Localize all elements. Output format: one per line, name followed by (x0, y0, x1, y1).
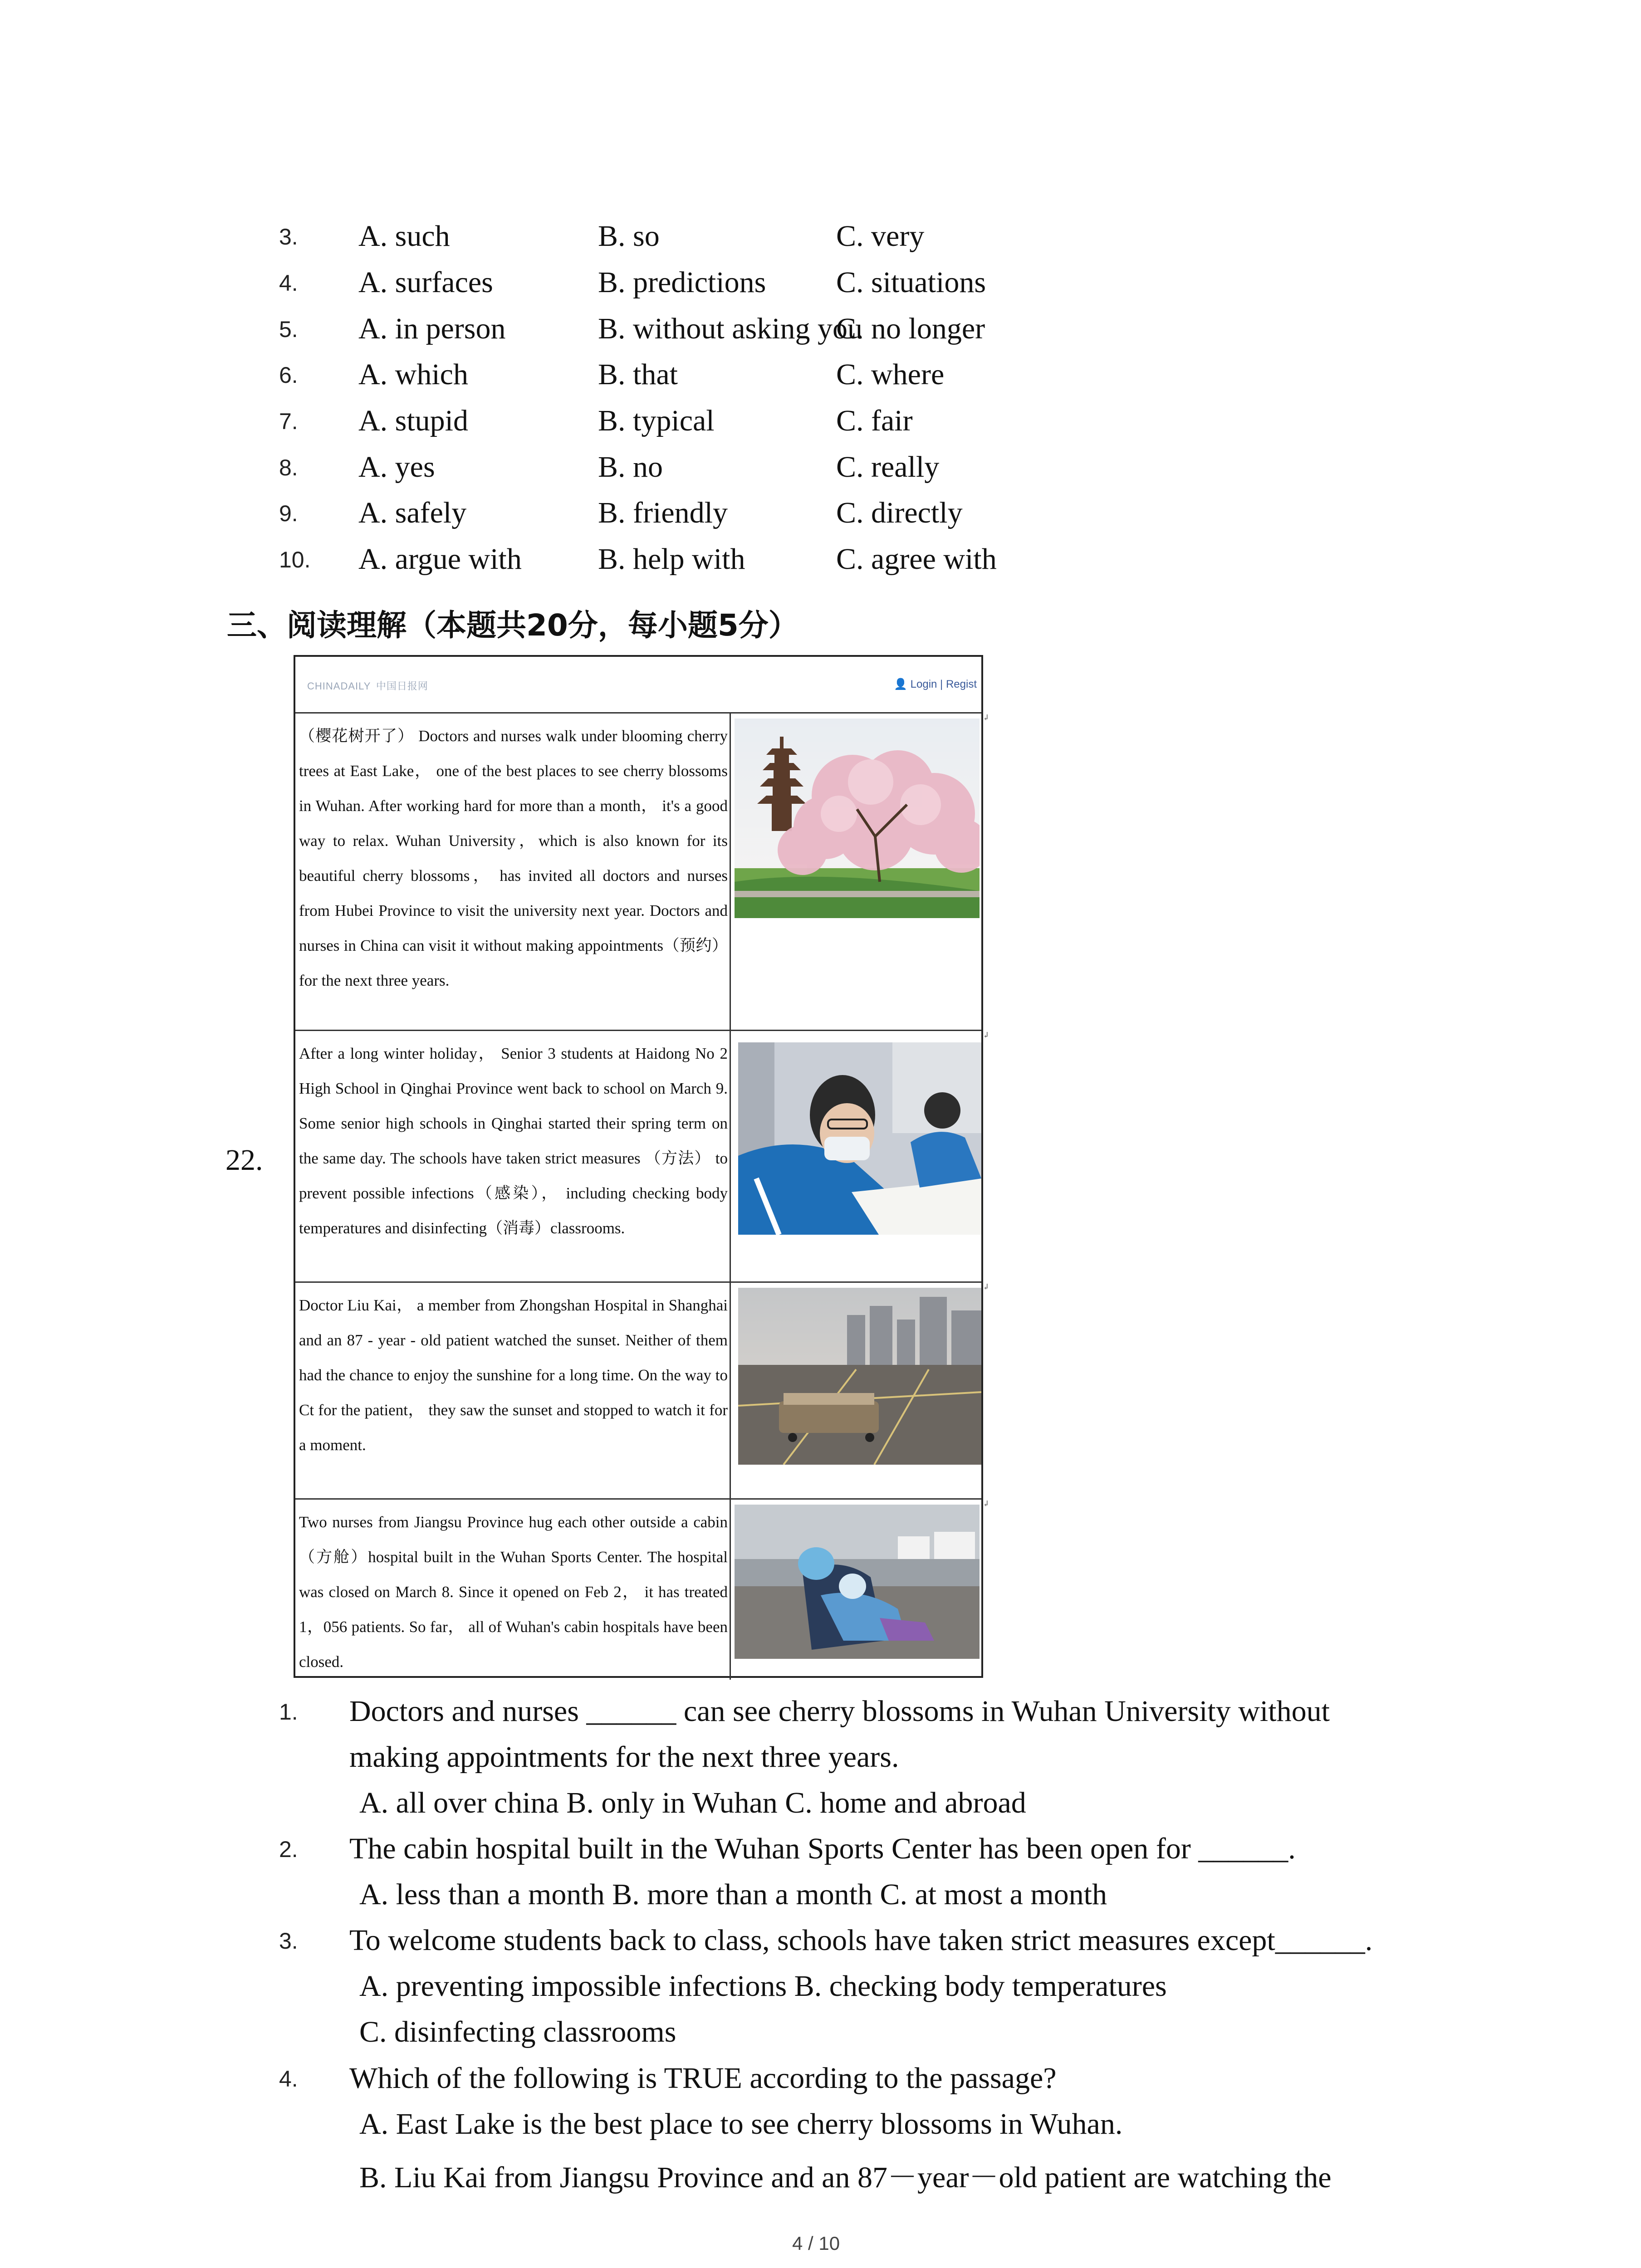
cloze-option-c: C. fair (836, 404, 913, 437)
cloze-option-b: B. predictions (598, 266, 766, 299)
cloze-item-number: 9. (279, 501, 298, 526)
cloze-option-b: B. without asking you (598, 312, 863, 345)
cloze-option-c: C. no longer (836, 312, 985, 345)
cloze-option-c: C. really (836, 450, 940, 484)
login-link[interactable]: 👤 Login | Regist (894, 678, 977, 690)
news-row: （樱花树开了） Doctors and nurses walk under blooming cherry trees at East Lake， one of the best places to see cherry blossoms in Wuhan. After working hard for more than a month， it's a good way to relax. Wuhan University，which is also known for its beautiful cherry blossoms， has invited all doctors and nurses from Hubei Province to visit the university next year. Doctors and nurses in China can visit it without making appointments（预约）for the next three years. ↲ (295, 712, 981, 1031)
question-options: A. East Lake is the best place to see cherry blossoms in Wuhan. (359, 2107, 1123, 2141)
question-options: A. less than a month B. more than a month C. at most a month (359, 1878, 1107, 1911)
news-text: （樱花树开了） Doctors and nurses walk under blooming cherry trees at East Lake， one of the best places to see cherry blossoms in Wuhan. After working hard for more than a month， it's a good way to relax. Wuhan University，which is also known for its beautiful cherry blossoms， has invited all doctors and nurses from Hubei Province to visit the university next year. Doctors and nurses in China can visit it without making appointments（预约）for the next three years. (299, 727, 728, 989)
question-item-number: 2. (279, 1837, 298, 1862)
nurses-hug-photo (735, 1505, 980, 1659)
news-header (295, 657, 981, 714)
question-item-number: 4. (279, 2066, 298, 2092)
news-text: After a long winter holiday， Senior 3 students at Haidong No 2 High School in Qinghai Province went back to school on March 9. Some senior high schools in Qinghai started their spring term on the same day. The schools have taken strict measures （方法） to prevent possible infections（感染）， including checking body temperatures and disinfecting（消毒）classrooms. (299, 1045, 728, 1237)
cloze-item-number: 5. (279, 317, 298, 342)
cloze-option-b: B. friendly (598, 496, 728, 529)
cloze-option-a: A. yes (358, 450, 435, 484)
cloze-option-a: A. which (358, 358, 468, 391)
question-options: B. Liu Kai from Jiangsu Province and an 87－year－old patient are watching the (359, 2161, 1332, 2194)
question-item-number: 3. (279, 1928, 298, 1954)
cloze-option-b: B. no (598, 450, 663, 484)
question-stem: Doctors and nurses ______ can see cherry blossoms in Wuhan University without (349, 1695, 1330, 1728)
students-studying-photo (738, 1042, 981, 1235)
cloze-option-a: A. in person (358, 312, 506, 345)
cloze-option-c: C. agree with (836, 543, 997, 576)
cherry-blossom-pagoda-photo (735, 719, 980, 918)
section-title: 三、阅读理解（本题共20分，每小题5分） (227, 608, 798, 643)
cloze-item-number: 10. (279, 547, 311, 572)
cloze-item-number: 7. (279, 409, 298, 434)
cloze-option-b: B. so (598, 220, 660, 253)
news-row: After a long winter holiday， Senior 3 students at Haidong No 2 High School in Qinghai Province went back to school on March 9. Some senior high schools in Qinghai started their spring term on the same day. The schools have taken strict measures （方法） to prevent possible infections（感染）， including checking body temperatures and disinfecting（消毒）classrooms. ↲ (295, 1030, 981, 1283)
cloze-item-number: 8. (279, 455, 298, 480)
news-row: Two nurses from Jiangsu Province hug each other outside a cabin （方舱）hospital built in the Wuhan Sports Center. The hospital was closed on March 8. Since it opened on Feb 2， it has treated 1，056 patients. So far， all of Wuhan's cabin hospitals have been closed. ↲ (295, 1498, 981, 1680)
cloze-option-c: C. situations (836, 266, 986, 299)
question-stem: The cabin hospital built in the Wuhan Sports Center has been open for ______. (349, 1832, 1296, 1865)
question-options: A. all over china B. only in Wuhan C. home and abroad (359, 1786, 1026, 1819)
question-stem-continued: making appointments for the next three years. (349, 1740, 899, 1774)
cloze-option-c: C. where (836, 358, 945, 391)
cloze-option-a: A. such (358, 220, 450, 253)
question-options: C. disinfecting classrooms (359, 2015, 676, 2048)
cloze-item-number: 4. (279, 270, 298, 296)
cloze-option-b: B. typical (598, 404, 715, 437)
question-number: 22. (225, 1144, 263, 1177)
cloze-option-c: C. very (836, 220, 925, 253)
news-text: Doctor Liu Kai， a member from Zhongshan Hospital in Shanghai and an 87 - year - old patient watched the sunset. Neither of them had the chance to enjoy the sunshine for a long time. On the way to Ct for the patient， they saw the sunset and stopped to watch it for a moment. (299, 1296, 728, 1454)
news-text: Two nurses from Jiangsu Province hug each other outside a cabin （方舱）hospital built in the Wuhan Sports Center. The hospital was closed on March 8. Since it opened on Feb 2， it has treated 1，056 patients. So far， all of Wuhan's cabin hospitals have been closed. (299, 1513, 728, 1671)
cloze-option-a: A. surfaces (358, 266, 493, 299)
question-stem: To welcome students back to class, schools have taken strict measures except______. (349, 1924, 1373, 1957)
cloze-option-a: A. stupid (358, 404, 469, 437)
sunset-hospital-photo (738, 1288, 981, 1465)
cloze-option-b: B. help with (598, 543, 745, 576)
news-table (294, 655, 989, 1678)
question-stem: Which of the following is TRUE according to the passage? (349, 2062, 1057, 2095)
cloze-option-a: A. argue with (358, 543, 522, 576)
page-number: 4 / 10 (792, 2233, 840, 2254)
cloze-item-number: 6. (279, 362, 298, 388)
question-item-number: 1. (279, 1699, 298, 1725)
chinadaily-logo: CHINADAILY 中国日报网 (307, 680, 428, 692)
cloze-option-a: A. safely (358, 496, 467, 529)
question-options: A. preventing impossible infections B. checking body temperatures (359, 1970, 1167, 2003)
news-row: Doctor Liu Kai， a member from Zhongshan Hospital in Shanghai and an 87 - year - old patient watched the sunset. Neither of them had the chance to enjoy the sunshine for a long time. On the way to Ct for the patient， they saw the sunset and stopped to watch it for a moment. ↲ (295, 1281, 981, 1500)
cloze-option-c: C. directly (836, 496, 963, 529)
cloze-option-b: B. that (598, 358, 678, 391)
cloze-item-number: 3. (279, 224, 298, 249)
